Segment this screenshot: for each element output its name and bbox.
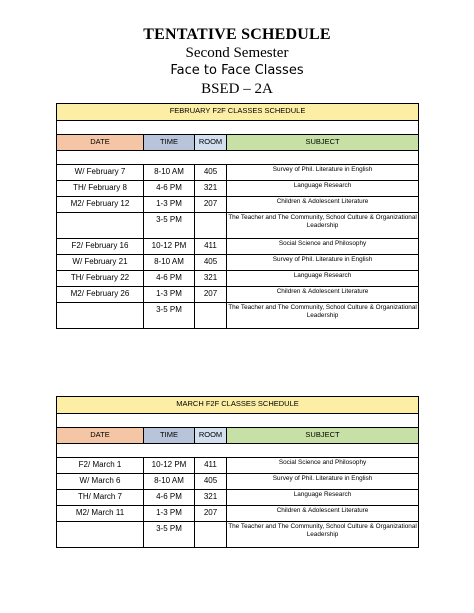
date-cell: TH/ March 7 — [57, 490, 144, 506]
subject-cell: Survey of Phil. Literature in English — [227, 255, 419, 271]
date-cell — [57, 522, 144, 548]
subject-cell: The Teacher and The Community, School Culture & Organizational Leadership — [227, 522, 419, 548]
subject-cell: Social Science and Philosophy — [227, 239, 419, 255]
february-schedule-table — [56, 103, 419, 329]
room-cell: 321 — [195, 181, 227, 197]
subject-cell: Children & Adolescent Literature — [227, 287, 419, 303]
date-cell: M2/ February 12 — [57, 197, 144, 213]
class-mode-label: Face to Face Classes — [170, 63, 304, 78]
room-cell: 207 — [195, 506, 227, 522]
room-cell: 405 — [195, 255, 227, 271]
subject-cell: Social Science and Philosophy — [227, 458, 419, 474]
subject-cell: Language Research — [227, 271, 419, 287]
room-column-header: ROOM — [195, 428, 227, 444]
time-column-header: TIME — [144, 428, 195, 444]
spacer-row — [57, 121, 419, 135]
time-cell: 3-5 PM — [144, 213, 195, 239]
time-cell: 1-3 PM — [144, 506, 195, 522]
time-cell: 10-12 PM — [144, 458, 195, 474]
room-cell: 207 — [195, 287, 227, 303]
date-cell: W/ February 21 — [57, 255, 144, 271]
date-column-header: DATE — [57, 135, 144, 151]
time-cell: 8-10 AM — [144, 165, 195, 181]
subject-cell: Language Research — [227, 490, 419, 506]
date-cell — [57, 213, 144, 239]
room-cell — [195, 303, 227, 329]
semester-label: Second Semester — [185, 45, 289, 61]
date-cell — [57, 303, 144, 329]
schedule-row — [57, 165, 419, 181]
section-label: BSED – 2A — [201, 81, 273, 97]
room-cell: 411 — [195, 239, 227, 255]
subject-cell: Survey of Phil. Literature in English — [227, 165, 419, 181]
room-cell: 411 — [195, 458, 227, 474]
spacer-row — [57, 414, 419, 428]
february-table-title: FEBRUARY F2F CLASSES SCHEDULE — [57, 104, 419, 121]
schedule-row — [57, 239, 419, 255]
time-cell: 3-5 PM — [144, 522, 195, 548]
time-cell: 4-6 PM — [144, 181, 195, 197]
time-cell: 4-6 PM — [144, 490, 195, 506]
march-schedule-table — [56, 396, 419, 548]
schedule-row — [57, 181, 419, 197]
subject-cell: Language Research — [227, 181, 419, 197]
subject-column-header: SUBJECT — [227, 135, 419, 151]
subject-cell: Children & Adolescent Literature — [227, 197, 419, 213]
spacer-row — [57, 151, 419, 165]
schedule-row — [57, 474, 419, 490]
time-cell: 10-12 PM — [144, 239, 195, 255]
date-cell: TH/ February 8 — [57, 181, 144, 197]
time-cell: 4-6 PM — [144, 271, 195, 287]
room-cell — [195, 213, 227, 239]
date-cell: F2/ March 1 — [57, 458, 144, 474]
time-cell: 1-3 PM — [144, 197, 195, 213]
room-column-header: ROOM — [195, 135, 227, 151]
date-column-header: DATE — [57, 428, 144, 444]
schedule-row — [57, 303, 419, 329]
time-cell: 8-10 AM — [144, 474, 195, 490]
date-cell: M2/ February 26 — [57, 287, 144, 303]
date-cell: W/ March 6 — [57, 474, 144, 490]
room-cell: 321 — [195, 271, 227, 287]
schedule-row — [57, 287, 419, 303]
schedule-row — [57, 213, 419, 239]
time-cell: 3-5 PM — [144, 303, 195, 329]
schedule-row — [57, 506, 419, 522]
subject-cell: Survey of Phil. Literature in English — [227, 474, 419, 490]
date-cell: TH/ February 22 — [57, 271, 144, 287]
date-cell: M2/ March 11 — [57, 506, 144, 522]
room-cell — [195, 522, 227, 548]
room-cell: 321 — [195, 490, 227, 506]
time-cell: 1-3 PM — [144, 287, 195, 303]
time-cell: 8-10 AM — [144, 255, 195, 271]
schedule-row — [57, 271, 419, 287]
schedule-row — [57, 490, 419, 506]
march-table-title: MARCH F2F CLASSES SCHEDULE — [57, 397, 419, 414]
schedule-row — [57, 522, 419, 548]
spacer-row — [57, 444, 419, 458]
time-column-header: TIME — [144, 135, 195, 151]
room-cell: 405 — [195, 165, 227, 181]
schedule-row — [57, 197, 419, 213]
subject-cell: The Teacher and The Community, School Culture & Organizational Leadership — [227, 303, 419, 329]
subject-cell: Children & Adolescent Literature — [227, 506, 419, 522]
date-cell: F2/ February 16 — [57, 239, 144, 255]
document-title: TENTATIVE SCHEDULE — [143, 26, 331, 43]
schedule-row — [57, 255, 419, 271]
schedule-row — [57, 458, 419, 474]
date-cell: W/ February 7 — [57, 165, 144, 181]
room-cell: 207 — [195, 197, 227, 213]
subject-cell: The Teacher and The Community, School Culture & Organizational Leadership — [227, 213, 419, 239]
room-cell: 405 — [195, 474, 227, 490]
subject-column-header: SUBJECT — [227, 428, 419, 444]
